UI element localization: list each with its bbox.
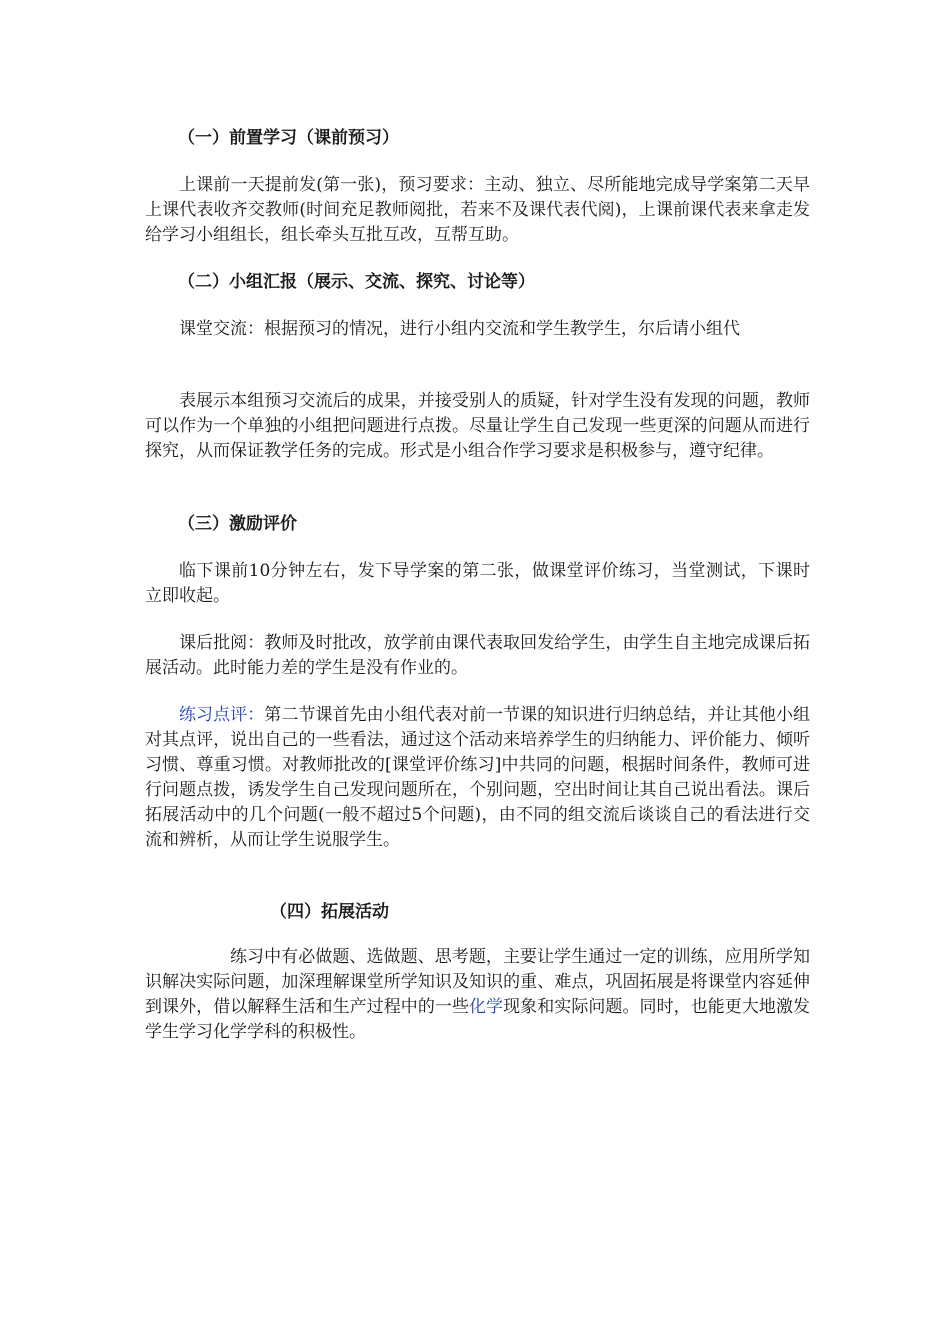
chemistry-link[interactable]: 化学: [469, 997, 504, 1017]
section-4-heading: （四）拓展活动: [270, 902, 389, 922]
section-4-text-a: 练习中有必做题、选做题、思考题，主要让学生通过一定的训练，应用所学知识解决实际问题，加深理解课堂所学知识及知识的重、难点，巩固拓展是将课堂内容延伸到课外，借以解释生活和生产过程中的一些: [145, 947, 810, 1017]
section-3-paragraph-3: [145, 703, 810, 853]
section-4-text-b: 现象和实际问题。同时，也能更大地激发学生学习化学学科的积极性。: [145, 997, 811, 1042]
section-3-heading: （三）激励评价: [178, 514, 297, 534]
section-1-paragraph: 上课前一天提前发(第一张)，预习要求：主动、独立、尽所能地完成导学案第二天早上课代表收齐交教师(时间充足教师阅批，若来不及课代表代阅)，上课前课代表来拿走发给学习小组组长，组长牵头互批互改，互帮互助。: [145, 175, 810, 245]
section-2-heading: （二）小组汇报（展示、交流、探究、讨论等）: [178, 272, 535, 292]
section-3-paragraph-2: 课后批阅：教师及时批改，放学前由课代表取回发给学生，由学生自主地完成课后拓展活动。此时能力差的学生是没有作业的。: [145, 633, 810, 678]
section-1-heading: （一）前置学习（课前预习）: [178, 128, 399, 148]
section-2-paragraph-2: 表展示本组预习交流后的成果，并接受别人的质疑，针对学生没有发现的问题，教师可以作为一个单独的小组把问题进行点拨。尽量让学生自己发现一些更深的问题从而进行探究，从而保证教学任务的完成。形式是小组合作学习要求是积极参与，遵守纪律。: [145, 391, 810, 461]
section-2-paragraph-1: 课堂交流：根据预习的情况，进行小组内交流和学生教学生，尔后请小组代: [179, 319, 740, 339]
practice-review-text: 第二节课首先由小组代表对前一节课的知识进行归纳总结，并让其他小组对其点评，说出自己的一些看法，通过这个活动来培养学生的归纳能力、评价能力、倾听习惯、尊重习惯。对教师批改的[课堂评价练习]中共同的问题，根据时间条件，教师可进行问题点拨，诱发学生自己发现问题所在，个别问题，空出时间让其自己说出看法。课后拓展活动中的几个问题(一般不超过5个问题)，由不同的组交流后谈谈自己的看法进行交流和辨析，从而让学生说服学生。: [145, 705, 811, 850]
practice-review-label: 练习点评：: [179, 705, 265, 725]
section-4-paragraph: [145, 945, 810, 1045]
section-3-paragraph-1: 临下课前10分钟左右，发下导学案的第二张，做课堂评价练习，当堂测试，下课时立即收起。: [145, 561, 810, 606]
